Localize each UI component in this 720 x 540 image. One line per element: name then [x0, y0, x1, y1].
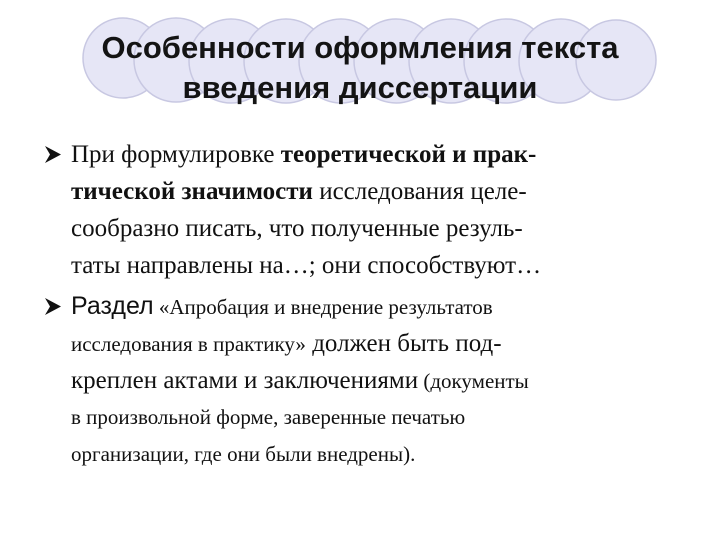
text-run: (документы	[418, 369, 529, 393]
bullet-line: сообразно писать, что полученные резуль-	[71, 215, 523, 242]
text-run: должен быть под-	[305, 330, 502, 357]
slide-title	[0, 28, 720, 108]
bullet-line: таты направлены на…; они способствуют…	[71, 252, 542, 279]
text-run: креплен актами и заключениями	[71, 367, 419, 394]
bullet-line: в произвольной форме, заверенные печатью	[71, 405, 466, 429]
arrowhead-bullet-icon	[44, 297, 62, 316]
text-run: исследования целе-	[312, 178, 527, 205]
text-run: «Апробация и внедрение результатов	[153, 295, 493, 319]
bullet-item	[44, 136, 694, 284]
text-run-bold: тической значимости	[71, 178, 313, 205]
bullet-line	[71, 136, 694, 173]
bullet-line: организации, где они были внедрены).	[71, 442, 416, 466]
arrowhead-bullet-icon	[44, 145, 62, 164]
title-line: Особенности оформления текста	[101, 30, 619, 65]
text-run: исследования в практику»	[71, 332, 306, 356]
text-run-bold: теоретической и прак-	[280, 141, 537, 168]
slide-content	[44, 136, 694, 473]
bullet-line	[71, 288, 694, 325]
title-line: введения диссертации	[182, 70, 538, 105]
bullet-item	[44, 288, 694, 473]
bullet-line	[71, 173, 694, 210]
text-run: При формулировке	[71, 141, 281, 168]
bullet-line	[71, 362, 694, 399]
text-run: Раздел	[71, 292, 154, 320]
bullet-line	[71, 325, 694, 362]
